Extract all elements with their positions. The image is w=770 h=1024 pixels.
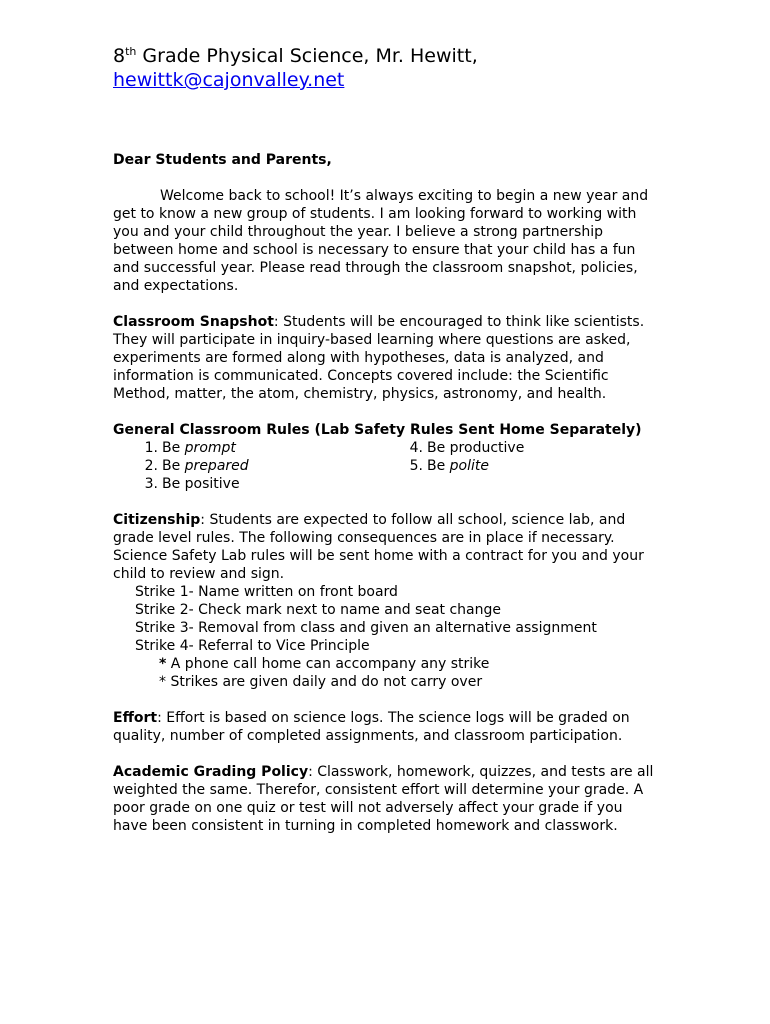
- citizenship-text: : Students are expected to follow all school, science lab, and grade level rules. The following consequences are in place if necessary. Science Safety Lab rules will be sent home with a contract for you and your child to review and sign.: [113, 512, 644, 582]
- salutation: Dear Students and Parents,: [113, 152, 332, 168]
- note-text: A phone call home can accompany any strike: [166, 656, 490, 672]
- welcome-paragraph: Welcome back to school! It’s always exciting to begin a new year and get to know a new group of students. I am looking forward to working with you and your child throughout the year. I believe a strong partnership between home and school is necessary to ensure that your child has a fun and successful year. Please read through the classroom snapshot, policies, and expectations.: [113, 188, 649, 294]
- strike-item: Strike 1- Name written on front board: [135, 584, 398, 600]
- note-asterisk: *: [159, 656, 167, 672]
- snapshot-label: Classroom Snapshot: [113, 314, 274, 330]
- rule-word: polite: [449, 458, 490, 474]
- classroom-snapshot-paragraph: [113, 313, 661, 403]
- page-header: [113, 44, 661, 92]
- rules-list: [113, 439, 661, 493]
- rule-prefix: Be: [427, 458, 450, 474]
- rule-item: [113, 457, 407, 475]
- rule-number: 3.: [144, 476, 158, 492]
- rule-number: 4.: [409, 440, 423, 456]
- strike-note: [113, 655, 661, 673]
- rule-item: [407, 439, 661, 457]
- rules-heading: General Classroom Rules (Lab Safety Rules Sent Home Separately): [113, 422, 642, 438]
- effort-text: : Effort is based on science logs. The science logs will be graded on quality, number of completed assignments, and classroom participation.: [113, 710, 630, 744]
- strike-item: Strike 4- Referral to Vice Principle: [135, 638, 370, 654]
- rule-word: prompt: [184, 440, 236, 456]
- grading-text: : Classwork, homework, quizzes, and tests are all weighted the same. Therefor, consistent effort will determine your grade. A poor grade on one quiz or test will not adversely affect your grade if you have been consistent in turning in completed homework and classwork.: [113, 764, 654, 834]
- grading-policy-paragraph: [113, 763, 661, 835]
- citizenship-paragraph: [113, 511, 661, 583]
- rule-number: 5.: [409, 458, 423, 474]
- rule-item: [113, 475, 407, 493]
- rule-number: 2.: [144, 458, 158, 474]
- grading-label: Academic Grading Policy: [113, 764, 309, 780]
- effort-label: Effort: [113, 710, 158, 726]
- rule-prefix: Be: [162, 458, 185, 474]
- rule-number: 1.: [144, 440, 158, 456]
- grade-suffix: th: [125, 45, 137, 58]
- rule-item: [407, 457, 661, 475]
- strike-item: Strike 3- Removal from class and given an alternative assignment: [135, 620, 597, 636]
- rule-word: prepared: [184, 458, 249, 474]
- grade-number: 8: [113, 45, 126, 67]
- strike-note: * Strikes are given daily and do not carry over: [159, 674, 483, 690]
- rule-word: productive: [449, 440, 525, 456]
- course-title: [113, 44, 661, 68]
- rule-word: positive: [184, 476, 240, 492]
- snapshot-text: : Students will be encouraged to think like scientists. They will participate in inquiry-based learning where questions are asked, experiments are formed along with hypotheses, data is analyzed, and information is communicated. Concepts covered include: the Scientific Method, matter, the atom, chemistry, physics, astronomy, and health.: [113, 314, 645, 402]
- letter-page: [113, 44, 661, 835]
- rule-prefix: Be: [427, 440, 450, 456]
- rule-prefix: Be: [162, 476, 185, 492]
- rules-column-left: [113, 439, 407, 493]
- teacher-email-link[interactable]: hewittk@cajonvalley.net: [113, 69, 345, 91]
- rule-item: [113, 439, 407, 457]
- rule-prefix: Be: [162, 440, 185, 456]
- citizenship-label: Citizenship: [113, 512, 201, 528]
- course-title-text: Grade Physical Science, Mr. Hewitt,: [136, 45, 478, 67]
- strike-item: Strike 2- Check mark next to name and seat change: [135, 602, 502, 618]
- effort-paragraph: [113, 709, 661, 745]
- rules-column-right: [407, 439, 661, 493]
